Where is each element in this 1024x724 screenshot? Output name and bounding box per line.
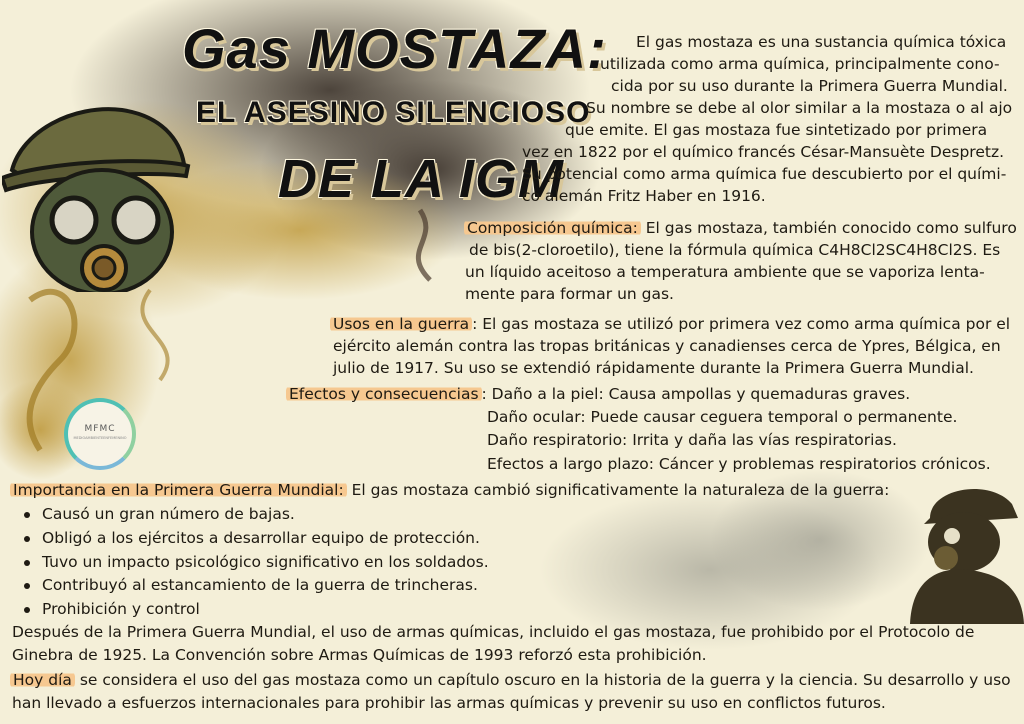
intro-line: vez en 1822 por el químico francés César-Mansuète Despretz. <box>522 143 1005 161</box>
usos-line: julio de 1917. Su uso se extendió rápidamente durante la Primera Guerra Mundial. <box>333 359 974 377</box>
list-item: Contribuyó al estancamiento de la guerra de trincheras. <box>20 574 489 598</box>
list-item: Causó un gran número de bajas. <box>20 503 489 527</box>
usos-label: Usos en la guerra <box>330 315 472 333</box>
importancia-bullet-list <box>20 503 489 622</box>
composicion-label: Composición química: <box>464 219 641 237</box>
hoy-label: Hoy día <box>10 671 75 689</box>
importancia-text: El gas mostaza cambió significativamente la naturaleza de la guerra: <box>346 481 890 499</box>
logo-subtext: MEDIOAMBIENTEENFEMENINO <box>73 436 127 440</box>
efectos-line <box>286 384 910 406</box>
title-subtitle: EL ASESINO SILENCIOSO <box>196 96 591 129</box>
hoy-line: han llevado a esfuerzos internacionales para prohibir las armas químicas y prevenir su uso en conflictos futuros. <box>12 694 886 712</box>
importancia-line <box>10 480 889 502</box>
usos-line: ejército alemán contra las tropas británicas y canadienses cerca de Ypres, Bélgica, en <box>333 337 1001 355</box>
efectos-item: Daño ocular: Puede causar ceguera temporal o permanente. <box>487 408 958 426</box>
intro-line: co alemán Fritz Haber en 1916. <box>522 187 766 205</box>
efectos-label: Efectos y consecuencias <box>286 385 482 403</box>
prohibicion-line: Después de la Primera Guerra Mundial, el uso de armas químicas, incluido el gas mostaza, fue prohibido por el Protocolo de <box>12 623 975 641</box>
soldier-silhouette-icon <box>900 478 1024 624</box>
hoy-text: se considera el uso del gas mostaza como un capítulo oscuro en la historia de la guerra y la ciencia. Su desarrollo y uso <box>74 671 1011 689</box>
composicion-line: mente para formar un gas. <box>465 285 674 303</box>
intro-line: cida por su uso durante la Primera Guerra Mundial. <box>611 77 1008 95</box>
list-item: Tuvo un impacto psicológico significativo en los soldados. <box>20 551 489 575</box>
intro-line: Su potencial como arma química fue descubierto por el quími- <box>522 165 1007 183</box>
title-igm: DE LA IGM <box>278 149 564 209</box>
composicion-text: El gas mostaza, también conocido como sulfuro <box>640 219 1017 237</box>
intro-line: que emite. El gas mostaza fue sintetizado por primera <box>565 121 988 139</box>
intro-line: utilizada como arma química, principalmente cono- <box>600 55 1000 73</box>
list-item: Prohibición y control <box>20 598 489 622</box>
list-item: Obligó a los ejércitos a desarrollar equipo de protección. <box>20 527 489 551</box>
efectos-item: Efectos a largo plazo: Cáncer y problemas respiratorios crónicos. <box>487 455 991 473</box>
usos-line <box>330 314 1010 336</box>
intro-line: El gas mostaza es una sustancia química tóxica <box>636 33 1007 51</box>
hoy-line <box>10 670 1011 692</box>
prohibicion-line: Ginebra de 1925. La Convención sobre Armas Químicas de 1993 reforzó esta prohibición. <box>12 646 707 664</box>
title-main: Gas MOSTAZA: <box>182 17 607 80</box>
mfmc-logo <box>64 398 136 470</box>
composicion-line <box>464 218 1017 240</box>
efectos-item: : Daño a la piel: Causa ampollas y quemaduras graves. <box>481 385 911 403</box>
logo-text: MFMC <box>84 424 116 434</box>
efectos-item: Daño respiratorio: Irrita y daña las vías respiratorias. <box>487 431 897 449</box>
composicion-line: un líquido aceitoso a temperatura ambiente que se vaporiza lenta- <box>465 263 985 281</box>
importancia-label: Importancia en la Primera Guerra Mundial: <box>10 481 347 499</box>
usos-text: : El gas mostaza se utilizó por primera vez como arma química por el <box>472 315 1011 333</box>
composicion-line: de bis(2-cloroetilo), tiene la fórmula química C4H8Cl2SC4H8Cl2S. Es <box>469 241 1001 259</box>
intro-line: Su nombre se debe al olor similar a la mostaza o al ajo <box>586 99 1013 117</box>
